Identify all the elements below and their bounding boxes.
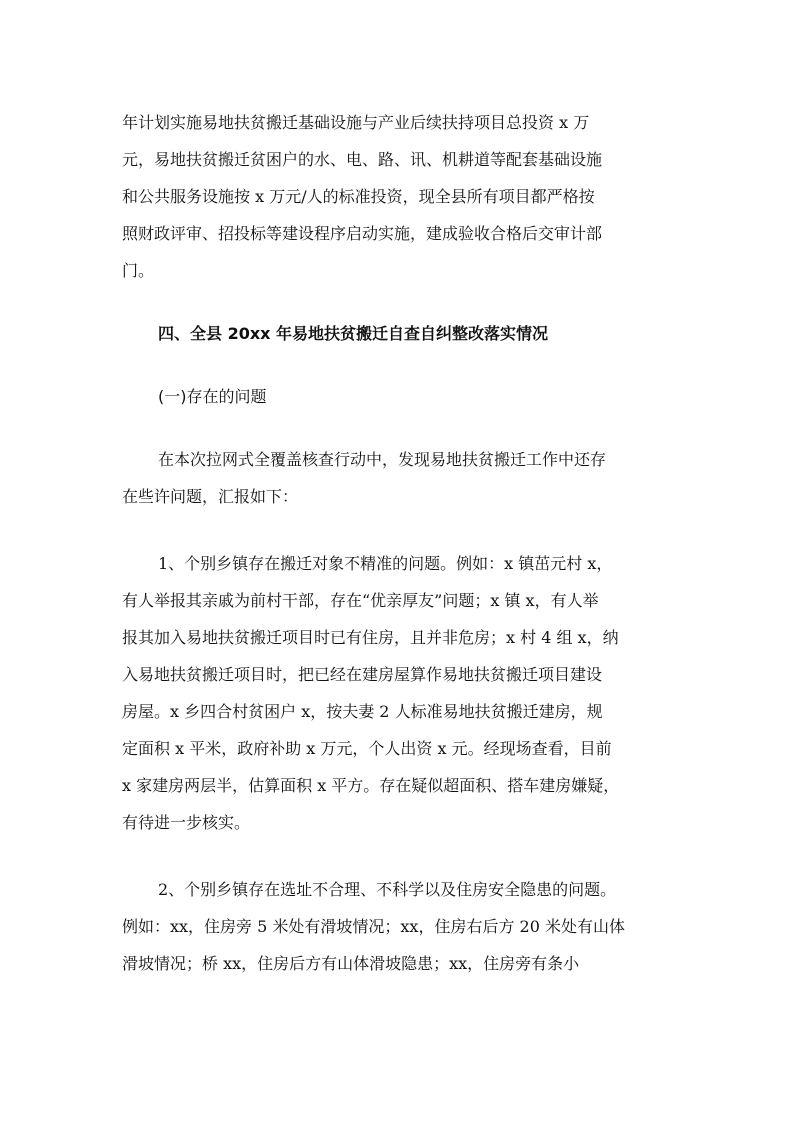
section-heading-block xyxy=(122,315,682,352)
summary-paragraph xyxy=(122,441,682,515)
section-heading: 四、全县 20xx 年易地扶贫搬迁自查自纠整改落实情况 xyxy=(158,324,549,343)
subheading: (一)存在的问题 xyxy=(158,387,267,406)
intro-paragraph xyxy=(122,104,682,289)
item2-paragraph xyxy=(122,871,682,982)
text-line: 有人举报其亲戚为前村干部，存在“优亲厚友”问题；x 镇 x，有人举 xyxy=(122,591,599,610)
text-line: 例如：xx，住房旁 5 米处有滑坡情况；xx，住房右后方 20 米处有山体 xyxy=(122,917,625,936)
text-line: 元，易地扶贫搬迁贫困户的水、电、路、讯、机耕道等配套基础设施 xyxy=(122,150,603,169)
text-line: 滑坡情况；桥 xx，住房后方有山体滑坡隐患；xx，住房旁有条小 xyxy=(122,954,580,973)
text-line: 1、个别乡镇存在搬迁对象不精准的问题。例如：x 镇茁元村 x， xyxy=(158,554,613,573)
text-line: 2、个别乡镇存在选址不合理、不科学以及住房安全隐患的问题。 xyxy=(158,880,617,899)
text-line: 定面积 x 平米，政府补助 x 万元，个人出资 x 元。经现场查看，目前 xyxy=(122,739,612,758)
text-line: 入易地扶贫搬迁项目时，把已经在建房屋算作易地扶贫搬迁项目建设 xyxy=(122,665,603,684)
text-line: 房屋。x 乡四合村贫困户 x，按夫妻 2 人标准易地扶贫搬迁建房，规 xyxy=(122,702,603,721)
text-line: 和公共服务设施按 x 万元/人的标准投资，现全县所有项目都严格按 xyxy=(122,187,595,206)
text-line: 在些许问题，汇报如下： xyxy=(122,487,299,506)
text-line: 年计划实施易地扶贫搬迁基础设施与产业后续扶持项目总投资 x 万 xyxy=(122,113,590,132)
subheading-block xyxy=(122,378,682,415)
text-line: 有待进一步核实。 xyxy=(122,813,251,832)
item1-paragraph xyxy=(122,545,682,841)
text-line: 照财政评审、招投标等建设程序启动实施，建成验收合格后交审计部 xyxy=(122,224,603,243)
text-line: 门。 xyxy=(122,261,155,280)
text-line: 在本次拉网式全覆盖核查行动中，发现易地扶贫搬迁工作中还存 xyxy=(158,450,607,469)
text-line: x 家建房两层半，估算面积 x 平方。存在疑似超面积、搭车建房嫌疑， xyxy=(122,776,620,795)
text-line: 报其加入易地扶贫搬迁项目时已有住房，且并非危房；x 村 4 组 x，纳 xyxy=(122,628,619,647)
